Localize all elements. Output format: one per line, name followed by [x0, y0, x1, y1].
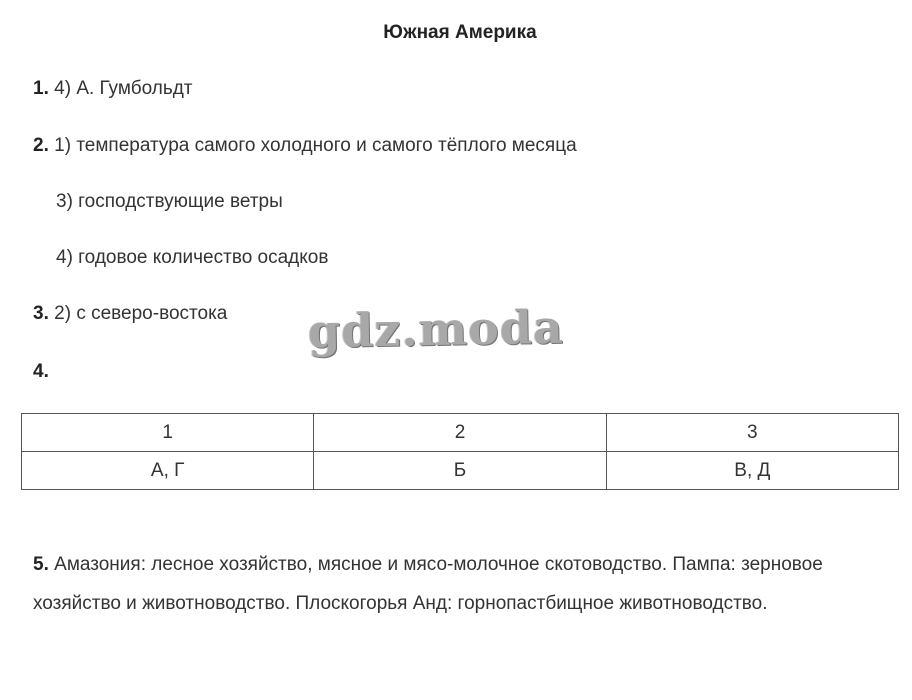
answer-4	[33, 361, 49, 383]
table-cell: 1	[22, 414, 314, 452]
table-row	[22, 452, 899, 490]
table-cell: А, Г	[22, 452, 314, 490]
answer-text: 2) с северо-востока	[54, 303, 228, 324]
answer-2-line-3: 4) годовое количество осадков	[56, 247, 329, 268]
answer-number: 3.	[33, 303, 49, 324]
table-cell: В, Д	[606, 452, 898, 490]
table-cell: 2	[314, 414, 606, 452]
table-cell: 3	[606, 414, 898, 452]
answer-table	[21, 413, 899, 490]
table-cell: Б	[314, 452, 606, 490]
answer-1	[33, 78, 193, 100]
answer-text: 1) температура самого холодного и самого тёплого месяца	[54, 135, 577, 156]
table-header-row	[22, 414, 899, 452]
answer-number: 2.	[33, 135, 49, 156]
answer-number: 1.	[33, 78, 49, 99]
answer-number: 4.	[33, 361, 49, 382]
watermark-logo: gdz.moda	[307, 299, 565, 359]
answer-number: 5.	[33, 554, 49, 575]
answer-text: 4) А. Гумбольдт	[54, 78, 193, 99]
answer-5	[33, 545, 873, 623]
page-title: Южная Америка	[383, 22, 537, 43]
answer-2-line-2: 3) господствующие ветры	[56, 191, 283, 212]
answer-text: Амазония: лесное хозяйство, мясное и мясо-молочное скотоводство. Пампа: зерновое хозяйство и животноводство. Плоскогорья Анд: горнопастбищное животноводство.	[33, 554, 823, 614]
answer-2	[33, 135, 577, 157]
answer-3	[33, 303, 227, 325]
